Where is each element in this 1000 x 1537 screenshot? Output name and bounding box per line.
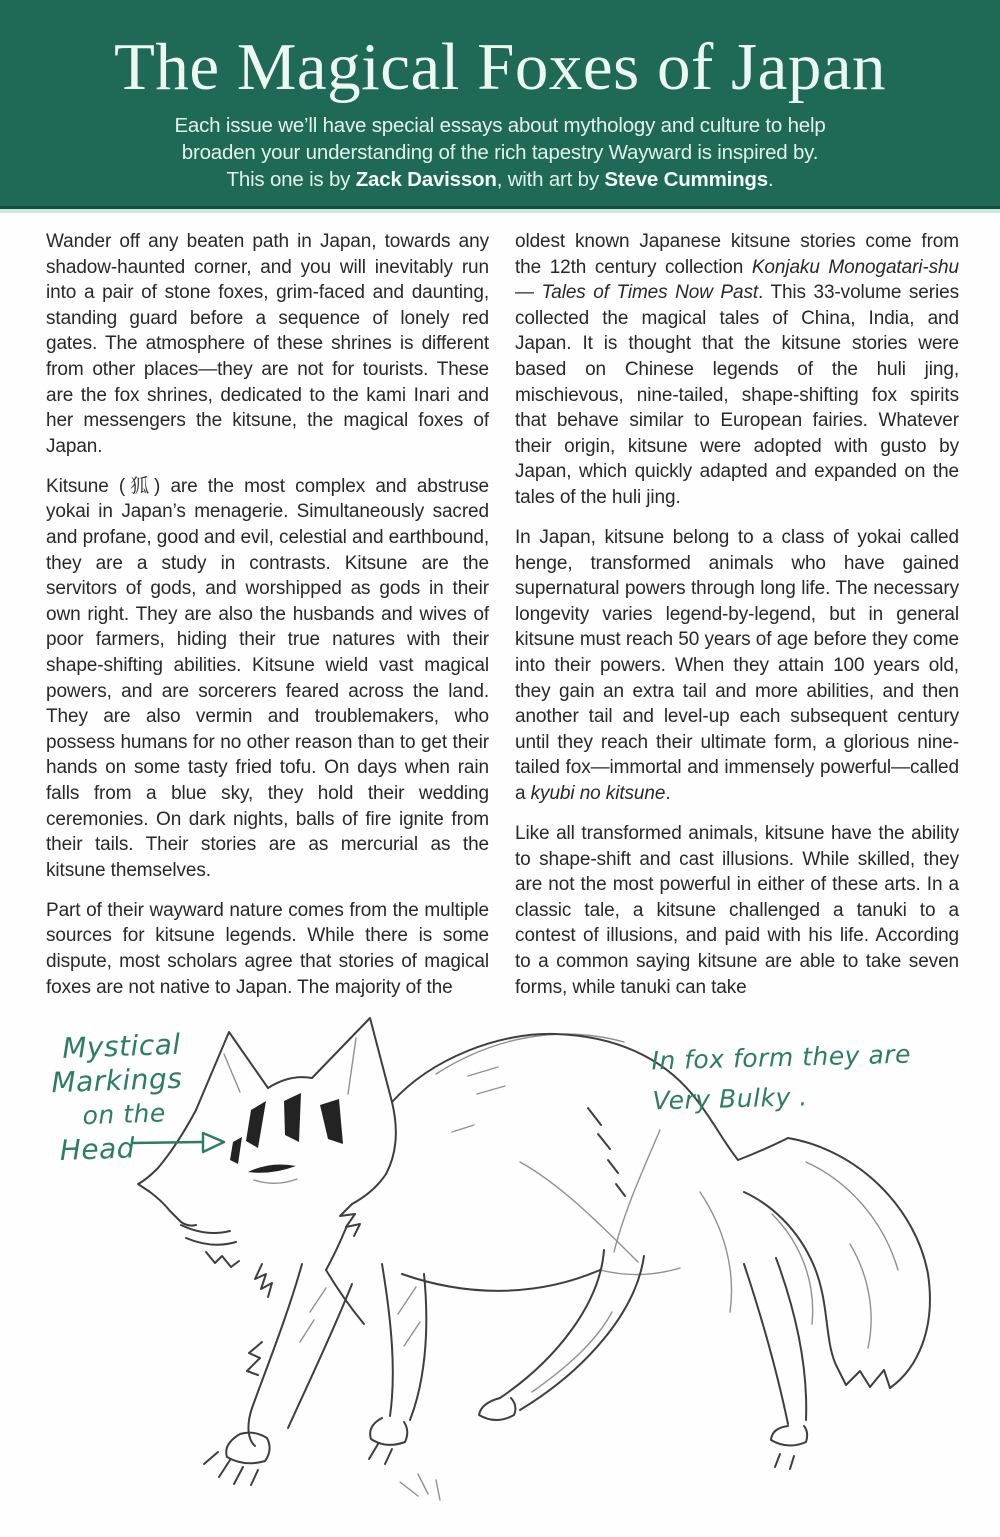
note-line: on the — [82, 1098, 167, 1131]
right-column — [515, 229, 959, 1000]
intro-line-3-pre: This one is by — [226, 168, 356, 191]
paragraph-text: . — [665, 782, 671, 804]
note-line: Head — [59, 1131, 136, 1168]
handwritten-note-left — [50, 1028, 186, 1168]
note-line: Markings — [50, 1061, 183, 1100]
note-line: Mystical — [61, 1027, 182, 1065]
handwritten-note-right — [651, 1035, 912, 1122]
paragraph: Part of their wayward nature comes from the multiple sources for kitsune legends. While there is some dispute, most scholars agree that stories of magical foxes are not native to Japan. The majority of the — [46, 899, 489, 998]
author-name: Zack Davisson — [355, 168, 497, 191]
intro-line-3 — [227, 168, 774, 191]
header-divider-light — [0, 209, 1000, 213]
paragraph-text: . This 33-volume series collected the magical tales of China, India, and Japan. It is thought that the kitsune stories were based on Chinese legends of the huli jing, mischievous, nine-tailed, shape-shifting fox spirits that behave similar to European fairies. Whatever their origin, kitsune were adopted with gusto by Japan, which quickly adapted and expanded on the tales of the huli jing. — [515, 282, 959, 508]
page-title: The Magical Foxes of Japan — [113, 30, 887, 104]
paragraph: Like all transformed animals, kitsune have the ability to shape-shift and cast illusions. While skilled, they are not the most powerful in either of these arts. In a classic tale, a kitsune challenged a tanuki to a contest of illusions, and paid with his life. According to a common saying kitsune are able to take seven forms, while tanuki can take — [515, 823, 959, 998]
paragraph — [515, 229, 959, 511]
header-intro — [0, 112, 1000, 193]
intro-line-3-post: . — [767, 168, 774, 191]
intro-line-2: broaden your understanding of the rich tapestry Wayward is inspired by. — [181, 141, 819, 164]
left-column — [46, 229, 489, 1000]
paragraph-text: In Japan, kitsune belong to a class of yokai called henge, transformed animals who have gained supernatural powers through long life. The necessary longevity varies legend-by-legend, but in general kitsune must reach 50 years of age before they come into their powers. When they attain 100 years old, they gain an extra tail and more abilities, and then another tail and level-up each subsequent century until they reach their ultimate form, a glorious nine-tailed fox—immortal and immensely powerful—called a — [515, 527, 959, 804]
paragraph: Wander off any beaten path in Japan, towards any shadow-haunted corner, and you will inevitably run into a pair of stone foxes, grim-faced and daunting, standing guard before a sequence of lonely red gates. The atmosphere of these shrines is different from other places—they are not for tourists. These are the fox shrines, dedicated to the kami Inari and her messengers the kitsune, the magical foxes of Japan. — [46, 231, 489, 457]
artist-name: Steve Cummings — [604, 168, 768, 191]
page-header — [0, 0, 1000, 206]
paragraph: Kitsune (狐) are the most complex and abstruse yokai in Japan’s menagerie. Simultaneously sacred and profane, good and evil, celestial and earthbound, they are a study in contrasts. Kitsune are the servitors of gods, and worshipped as gods in their own right. They are also the husbands and wives of poor farmers, hiding their true natures with their shape-shifting abilities. Kitsune wield vast magical powers, and are sorcerers feared across the land. They are also vermin and troublemakers, who possess humans for no other reason than to get their hands on some tasty fried tofu. On days when rain falls from a blue sky, they hold their wedding ceremonies. On dark nights, balls of fire ignite from their tails. Their stories are as mercurial as the kitsune themselves. — [46, 475, 489, 881]
fox-sketch-section — [0, 1012, 1000, 1537]
book-title-italic: Konjaku Monogatari-shu — Tales of Times Now Past — [515, 256, 959, 304]
paragraph — [515, 525, 959, 807]
intro-line-3-mid: , with art by — [496, 168, 605, 191]
note-line: In fox form they are — [651, 1039, 912, 1076]
intro-line-1: Each issue we’ll have special essays about mythology and culture to help — [174, 114, 826, 137]
paragraph-text: oldest known Japanese kitsune stories come from the 12th century collection — [515, 231, 959, 278]
note-line: Very Bulky . — [652, 1082, 809, 1116]
term-italic: kyubi no kitsune — [530, 782, 666, 804]
